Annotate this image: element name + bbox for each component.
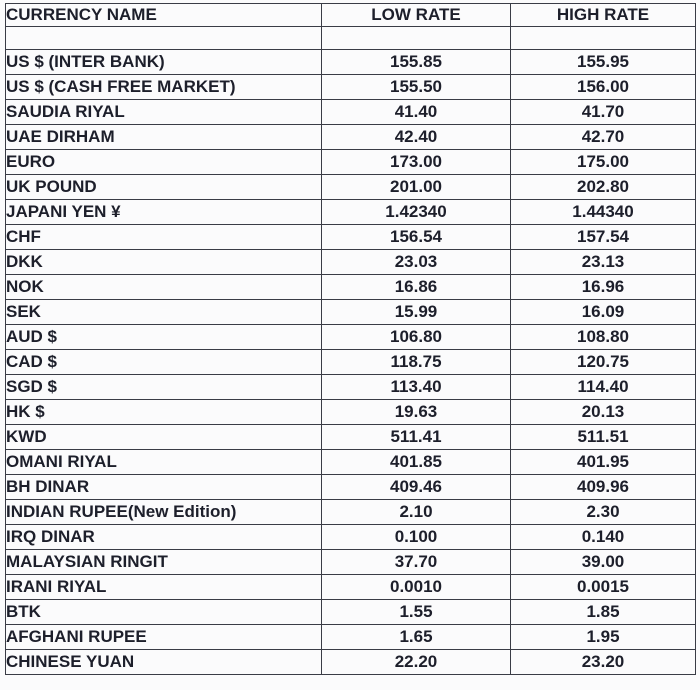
header-currency-name: CURRENCY NAME [6, 4, 322, 27]
blank-cell [6, 27, 322, 50]
high-rate-cell: 155.95 [511, 50, 696, 75]
low-rate-cell: 0.100 [322, 525, 511, 550]
currency-name-cell: UAE DIRHAM [6, 125, 322, 150]
currency-name-cell: SGD $ [6, 375, 322, 400]
table-row [6, 175, 696, 200]
low-rate-cell: 118.75 [322, 350, 511, 375]
high-rate-cell: 41.70 [511, 100, 696, 125]
table-row [6, 250, 696, 275]
low-rate-cell: 106.80 [322, 325, 511, 350]
low-rate-cell: 2.10 [322, 500, 511, 525]
currency-name-cell: HK $ [6, 400, 322, 425]
blank-row [6, 27, 696, 50]
high-rate-cell: 108.80 [511, 325, 696, 350]
currency-name-cell: US $ (CASH FREE MARKET) [6, 75, 322, 100]
table-row [6, 500, 696, 525]
low-rate-cell: 15.99 [322, 300, 511, 325]
high-rate-cell: 401.95 [511, 450, 696, 475]
high-rate-cell: 23.13 [511, 250, 696, 275]
currency-name-cell: OMANI RIYAL [6, 450, 322, 475]
low-rate-cell: 19.63 [322, 400, 511, 425]
low-rate-cell: 511.41 [322, 425, 511, 450]
table-row [6, 275, 696, 300]
currency-name-cell: IRQ DINAR [6, 525, 322, 550]
currency-name-cell: INDIAN RUPEE(New Edition) [6, 500, 322, 525]
high-rate-cell: 1.44340 [511, 200, 696, 225]
table-row [6, 300, 696, 325]
high-rate-cell: 409.96 [511, 475, 696, 500]
high-rate-cell: 16.96 [511, 275, 696, 300]
low-rate-cell: 16.86 [322, 275, 511, 300]
table-row [6, 200, 696, 225]
table-row [6, 350, 696, 375]
high-rate-cell: 0.140 [511, 525, 696, 550]
currency-name-cell: UK POUND [6, 175, 322, 200]
currency-name-cell: EURO [6, 150, 322, 175]
currency-name-cell: DKK [6, 250, 322, 275]
currency-name-cell: KWD [6, 425, 322, 450]
table-row [6, 400, 696, 425]
low-rate-cell: 401.85 [322, 450, 511, 475]
header-high-rate: HIGH RATE [511, 4, 696, 27]
low-rate-cell: 409.46 [322, 475, 511, 500]
table-row [6, 150, 696, 175]
low-rate-cell: 201.00 [322, 175, 511, 200]
low-rate-cell: 42.40 [322, 125, 511, 150]
currency-name-cell: SAUDIA RIYAL [6, 100, 322, 125]
table-row [6, 550, 696, 575]
table-row [6, 100, 696, 125]
low-rate-cell: 155.85 [322, 50, 511, 75]
low-rate-cell: 41.40 [322, 100, 511, 125]
currency-rate-table [5, 3, 696, 675]
high-rate-cell: 42.70 [511, 125, 696, 150]
table-row [6, 125, 696, 150]
high-rate-cell: 1.85 [511, 600, 696, 625]
high-rate-cell: 157.54 [511, 225, 696, 250]
blank-cell [322, 27, 511, 50]
low-rate-cell: 23.03 [322, 250, 511, 275]
table-row [6, 425, 696, 450]
low-rate-cell: 1.55 [322, 600, 511, 625]
high-rate-cell: 202.80 [511, 175, 696, 200]
low-rate-cell: 1.42340 [322, 200, 511, 225]
currency-name-cell: NOK [6, 275, 322, 300]
currency-name-cell: IRANI RIYAL [6, 575, 322, 600]
currency-name-cell: JAPANI YEN ¥ [6, 200, 322, 225]
table-row [6, 225, 696, 250]
currency-name-cell: CHINESE YUAN [6, 650, 322, 675]
currency-name-cell: BH DINAR [6, 475, 322, 500]
currency-name-cell: SEK [6, 300, 322, 325]
table-row [6, 525, 696, 550]
low-rate-cell: 37.70 [322, 550, 511, 575]
high-rate-cell: 0.0015 [511, 575, 696, 600]
low-rate-cell: 156.54 [322, 225, 511, 250]
high-rate-cell: 20.13 [511, 400, 696, 425]
table-row [6, 600, 696, 625]
table-row [6, 625, 696, 650]
blank-cell [511, 27, 696, 50]
currency-name-cell: CAD $ [6, 350, 322, 375]
high-rate-cell: 511.51 [511, 425, 696, 450]
currency-name-cell: AFGHANI RUPEE [6, 625, 322, 650]
table-row [6, 375, 696, 400]
high-rate-cell: 120.75 [511, 350, 696, 375]
low-rate-cell: 173.00 [322, 150, 511, 175]
currency-name-cell: BTK [6, 600, 322, 625]
low-rate-cell: 1.65 [322, 625, 511, 650]
high-rate-cell: 23.20 [511, 650, 696, 675]
high-rate-cell: 175.00 [511, 150, 696, 175]
currency-name-cell: MALAYSIAN RINGIT [6, 550, 322, 575]
table-row [6, 475, 696, 500]
currency-name-cell: US $ (INTER BANK) [6, 50, 322, 75]
table-row [6, 575, 696, 600]
table-row [6, 650, 696, 675]
table-header-row [6, 4, 696, 27]
high-rate-cell: 114.40 [511, 375, 696, 400]
high-rate-cell: 16.09 [511, 300, 696, 325]
currency-name-cell: AUD $ [6, 325, 322, 350]
high-rate-cell: 39.00 [511, 550, 696, 575]
header-low-rate: LOW RATE [322, 4, 511, 27]
high-rate-cell: 156.00 [511, 75, 696, 100]
high-rate-cell: 2.30 [511, 500, 696, 525]
table-row [6, 50, 696, 75]
low-rate-cell: 113.40 [322, 375, 511, 400]
high-rate-cell: 1.95 [511, 625, 696, 650]
currency-name-cell: CHF [6, 225, 322, 250]
table-row [6, 450, 696, 475]
low-rate-cell: 22.20 [322, 650, 511, 675]
table-row [6, 325, 696, 350]
low-rate-cell: 0.0010 [322, 575, 511, 600]
table-row [6, 75, 696, 100]
low-rate-cell: 155.50 [322, 75, 511, 100]
table-body [6, 27, 696, 675]
